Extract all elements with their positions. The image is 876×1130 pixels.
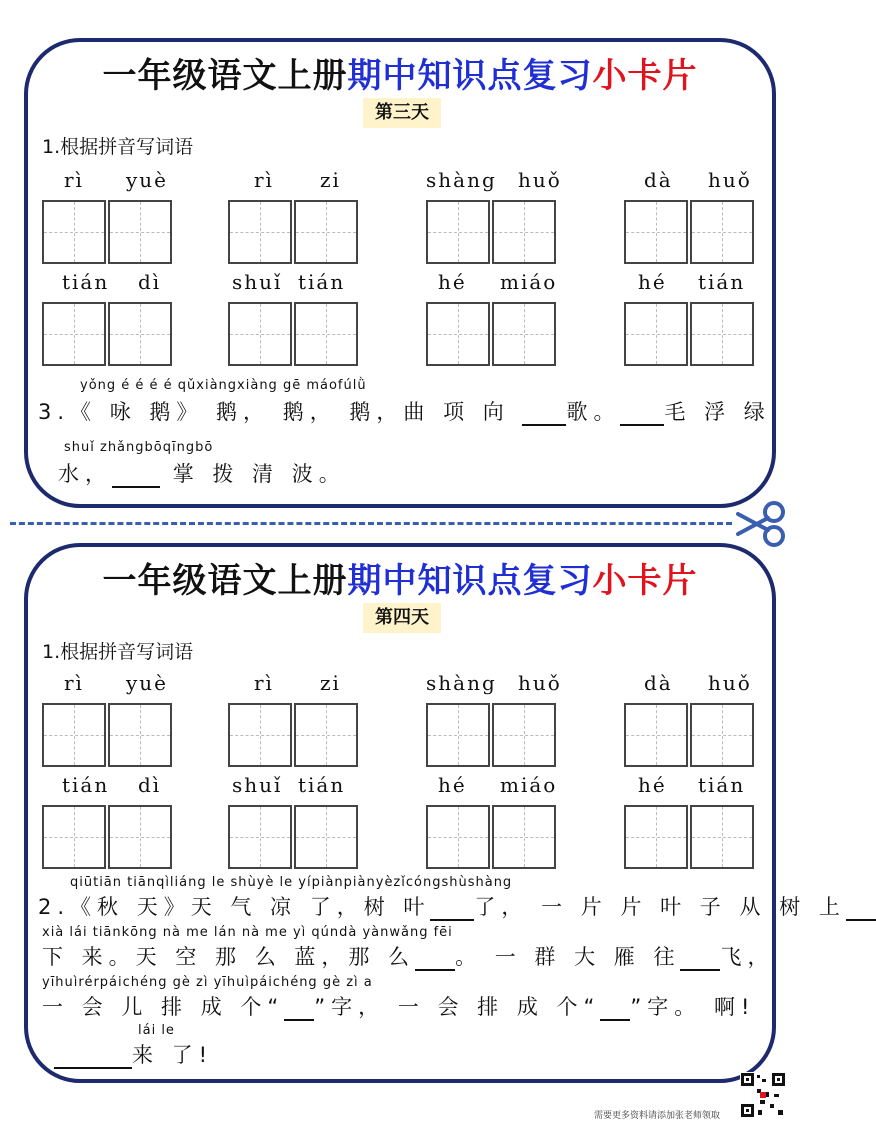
writing-box[interactable] <box>108 805 172 869</box>
writing-box[interactable] <box>690 703 754 767</box>
writing-box[interactable] <box>294 805 358 869</box>
word-item: dà huǒ <box>624 168 760 264</box>
word-item: tián dì <box>42 773 178 869</box>
text-pinyin: lái le <box>138 1023 175 1038</box>
answer-blank[interactable] <box>846 899 876 921</box>
writing-box[interactable] <box>690 200 754 264</box>
text-pinyin: qiūtiān tiānqìliáng le shùyè le yípiànpiànyèzǐcóngshùshàng <box>70 875 513 890</box>
word-item: rì zi <box>228 671 364 767</box>
writing-box[interactable] <box>294 302 358 366</box>
answer-blank[interactable] <box>284 999 314 1021</box>
writing-box[interactable] <box>228 805 292 869</box>
writing-box[interactable] <box>294 200 358 264</box>
poem-line: 水， 掌 拨 清 波。 <box>58 462 346 486</box>
day-label: 第四天 <box>363 603 441 633</box>
word-item: hé miáo <box>426 773 562 869</box>
writing-box[interactable] <box>492 703 556 767</box>
day-label: 第三天 <box>363 98 441 128</box>
word-item: rì yuè <box>42 671 178 767</box>
writing-box[interactable] <box>624 200 688 264</box>
word-item: hé tián <box>624 773 760 869</box>
writing-box[interactable] <box>624 302 688 366</box>
card-title: 一年级语文上册期中知识点复习小卡片 <box>102 561 698 601</box>
writing-box[interactable] <box>294 703 358 767</box>
writing-box[interactable] <box>228 200 292 264</box>
poem-pinyin: yǒng é é é é qǔxiàngxiàng gē máofúlǜ <box>80 378 367 393</box>
word-item: hé tián <box>624 270 760 366</box>
writing-box[interactable] <box>690 805 754 869</box>
answer-blank[interactable] <box>522 404 566 426</box>
word-item: hé miáo <box>426 270 562 366</box>
answer-blank[interactable] <box>680 949 720 971</box>
text-line: 来 了! <box>54 1039 213 1069</box>
word-item: rì yuè <box>42 168 178 264</box>
writing-box[interactable] <box>624 805 688 869</box>
writing-box[interactable] <box>42 703 106 767</box>
qr-code-icon <box>740 1072 786 1118</box>
writing-box[interactable] <box>426 703 490 767</box>
cut-line <box>10 522 732 525</box>
review-card-day4 <box>24 543 846 1083</box>
card-title: 一年级语文上册期中知识点复习小卡片 <box>102 56 698 96</box>
writing-box[interactable] <box>108 200 172 264</box>
text-line: 2.《秋 天》天 气 凉 了，树 叶 了， 一 片 片 叶 子 从 树 上 <box>38 891 876 921</box>
text-pinyin: yīhuìrérpáichéng gè zì yīhuìpáichéng gè zì a <box>42 975 373 990</box>
answer-blank[interactable] <box>620 404 664 426</box>
word-item: rì zi <box>228 168 364 264</box>
writing-box[interactable] <box>42 200 106 264</box>
review-card-day3 <box>24 38 776 508</box>
word-item: shuǐ tián <box>228 773 364 869</box>
writing-box[interactable] <box>42 302 106 366</box>
writing-box[interactable] <box>42 805 106 869</box>
writing-box[interactable] <box>690 302 754 366</box>
answer-blank[interactable] <box>430 899 474 921</box>
instruction: 1.根据拼音写词语 <box>42 136 194 158</box>
writing-box[interactable] <box>108 302 172 366</box>
writing-box[interactable] <box>492 805 556 869</box>
writing-box[interactable] <box>426 302 490 366</box>
instruction: 1.根据拼音写词语 <box>42 641 194 663</box>
poem-line: 3.《 咏 鹅》 鹅， 鹅， 鹅，曲 项 向 歌。 毛 浮 绿 <box>38 400 771 424</box>
word-item: shàng huǒ <box>426 671 562 767</box>
answer-blank[interactable] <box>600 999 630 1021</box>
scissors-icon <box>734 500 790 548</box>
answer-blank[interactable] <box>112 466 160 488</box>
poem-pinyin: shuǐ zhǎngbōqīngbō <box>64 440 214 455</box>
writing-box[interactable] <box>108 703 172 767</box>
writing-box[interactable] <box>624 703 688 767</box>
footer-note: 需要更多资料请添加张老师领取 <box>594 1111 721 1121</box>
writing-box[interactable] <box>492 302 556 366</box>
word-item: shuǐ tián <box>228 270 364 366</box>
text-line: 下 来。天 空 那 么 蓝，那 么 。 一 群 大 雁 往 飞， <box>42 945 775 969</box>
text-pinyin: xià lái tiānkōng nà me lán nà me yì qúndà yànwǎng fēi <box>42 925 453 940</box>
word-item: tián dì <box>42 270 178 366</box>
writing-box[interactable] <box>228 302 292 366</box>
answer-blank[interactable] <box>415 949 455 971</box>
writing-box[interactable] <box>228 703 292 767</box>
writing-box[interactable] <box>426 200 490 264</box>
word-item: dà huǒ <box>624 671 760 767</box>
text-line: 一 会 儿 排 成 个“ ”字， 一 会 排 成 个“ ”字。 啊! <box>42 995 756 1019</box>
word-item: shàng huǒ <box>426 168 562 264</box>
writing-box[interactable] <box>426 805 490 869</box>
writing-box[interactable] <box>492 200 556 264</box>
answer-blank[interactable] <box>54 1047 132 1069</box>
